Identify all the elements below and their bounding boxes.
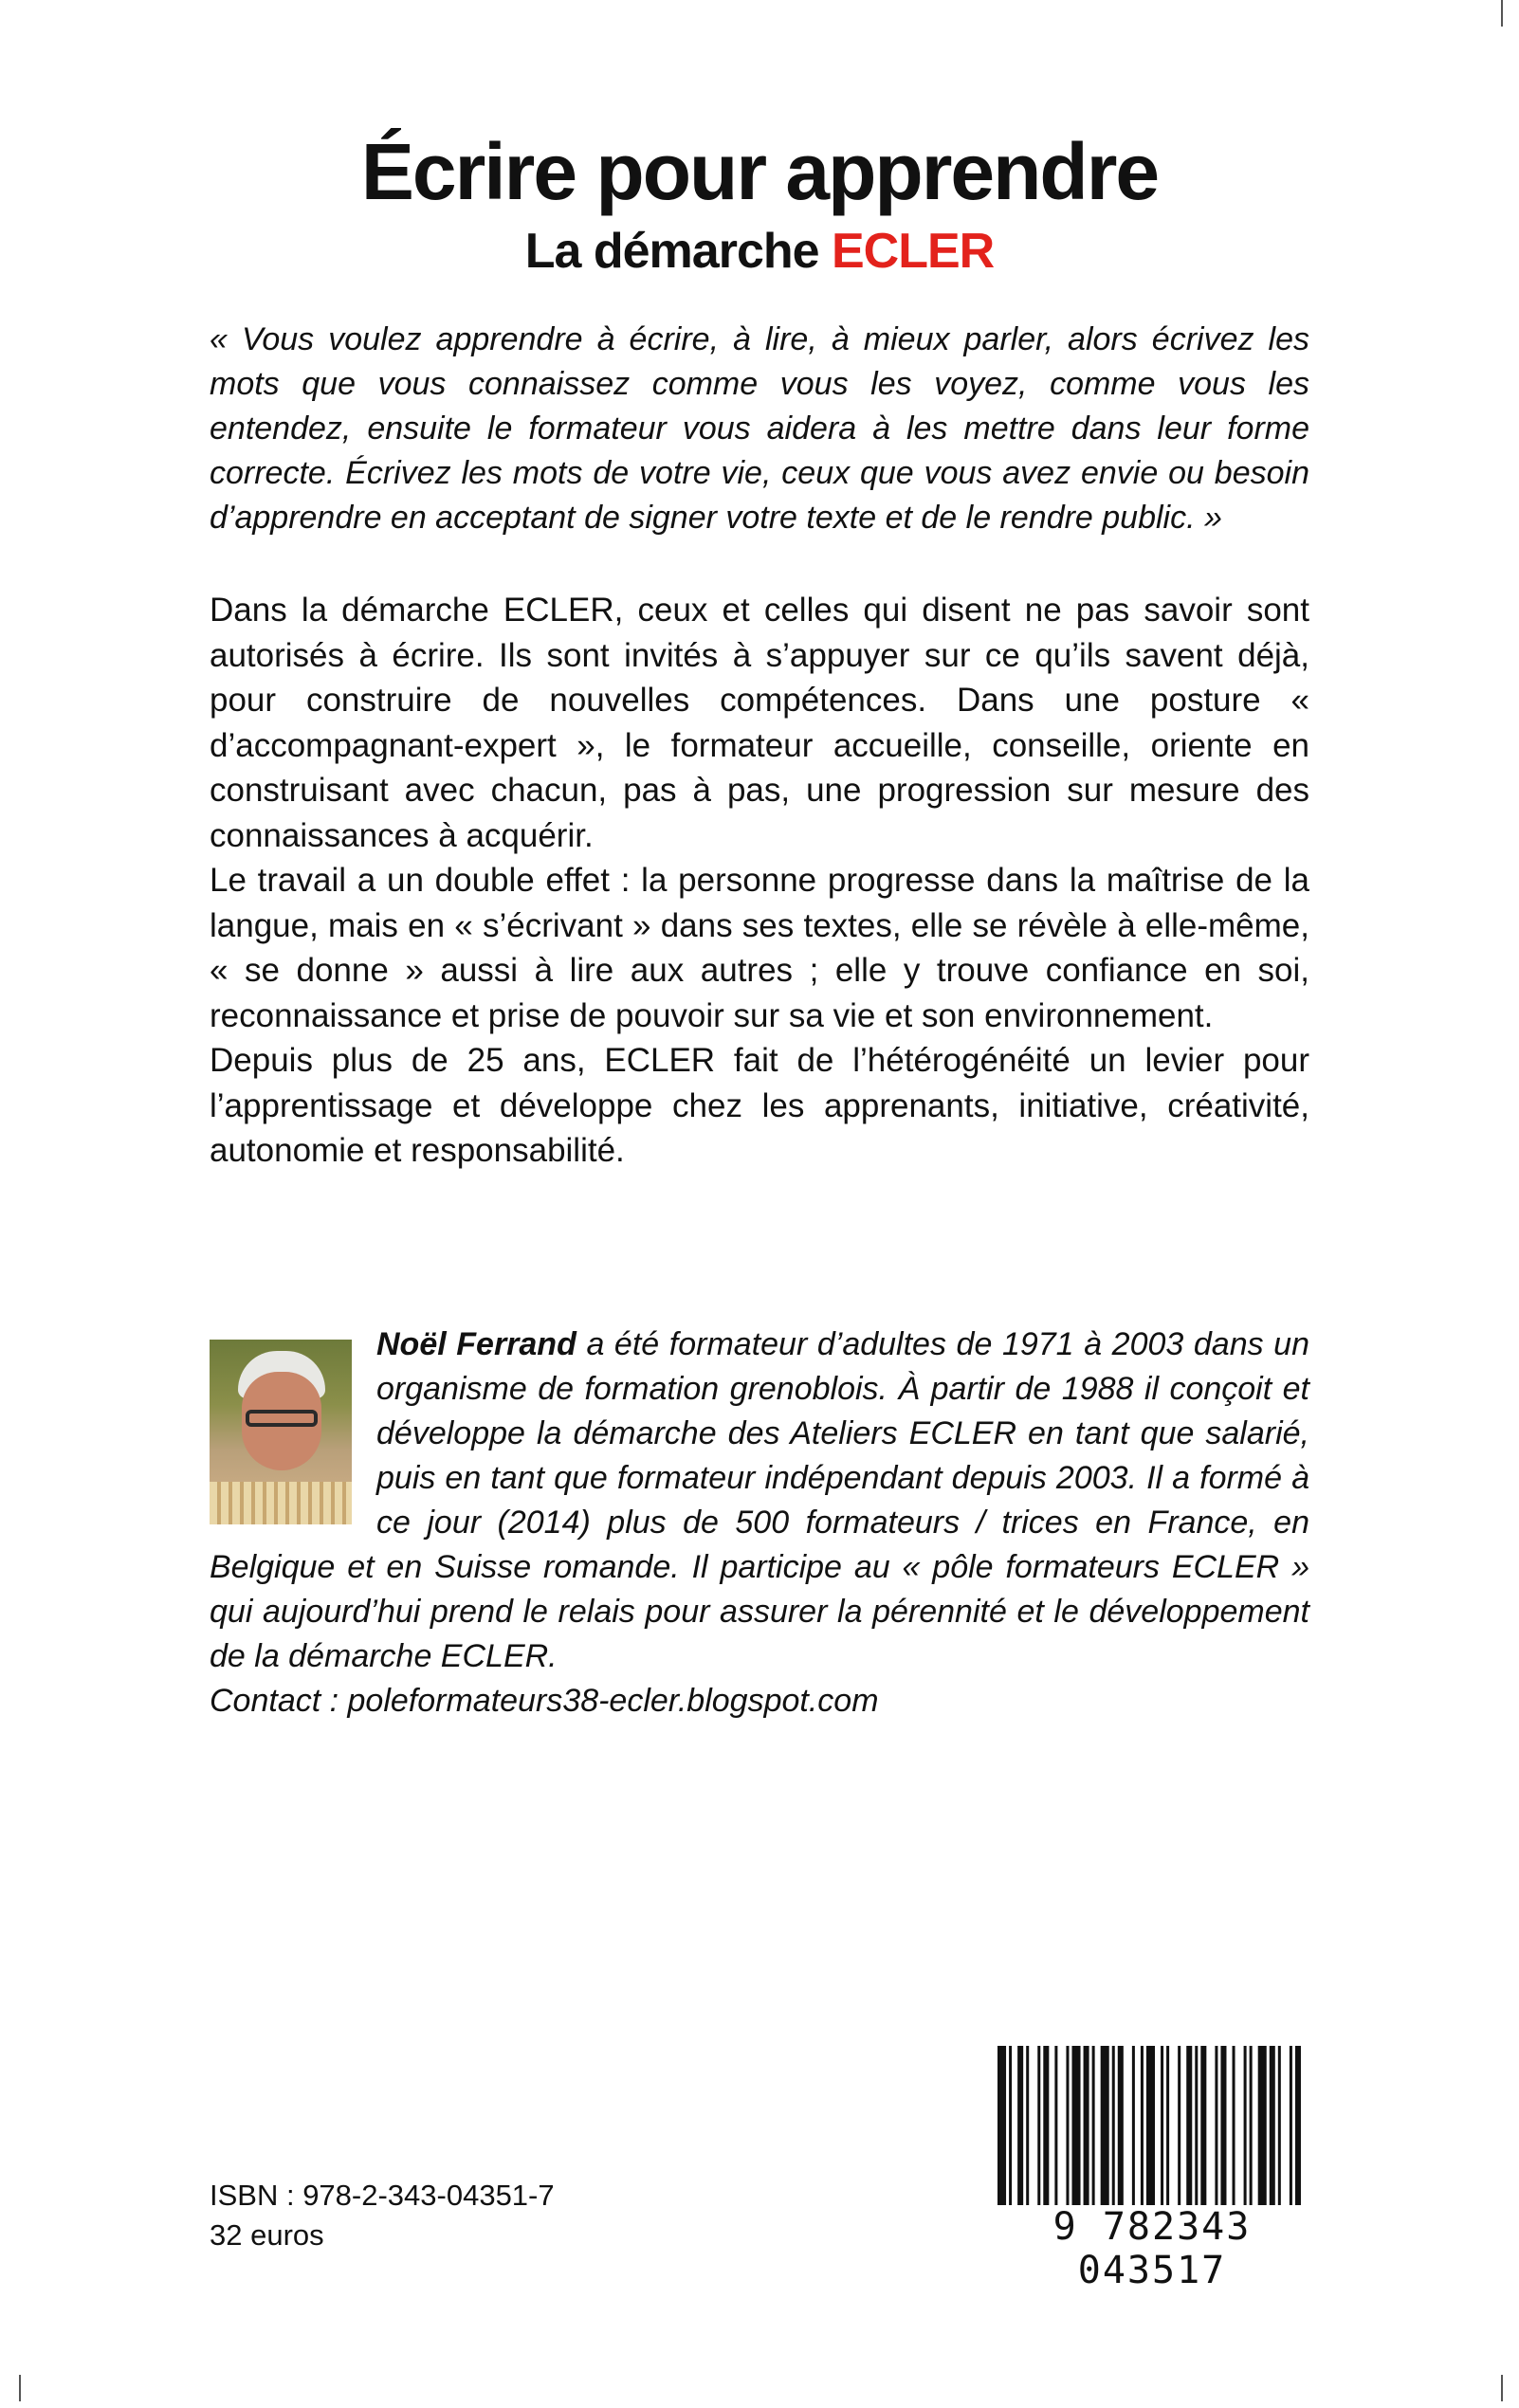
book-subtitle xyxy=(0,223,1519,280)
description xyxy=(210,588,1309,1174)
bio-text: a été formateur d’adultes de 1971 à 2003 dans un organisme de formation grenoblois. À partir de 1988 il conçoit et développe la démarche des Ateliers ECLER en tant que salarié, puis en tant que formateur indépendant depuis 2003. Il a formé à ce jour (2014) plus de 500 formateurs / trices en France, en Belgique et en Suisse romande. Il participe au « pôle formateurs ECLER » qui aujourd’hui prend le relais pour assurer la pérennité et le développement de la démarche ECLER. xyxy=(210,1326,1310,1674)
barcode-digits: 9 782343 043517 xyxy=(1052,2205,1252,2292)
isbn-number: ISBN : 978-2-343-04351-7 xyxy=(210,2179,555,2212)
author-bio xyxy=(210,1323,1309,1724)
author-name: Noël Ferrand xyxy=(376,1326,576,1362)
crop-mark xyxy=(19,2375,21,2401)
quote-paragraph xyxy=(210,318,1309,540)
body-paragraph: Dans la démarche ECLER, ceux et celles qui disent ne pas savoir sont autorisés à écrire. Ils sont invités à s’appuyer sur ce qu’ils savent déjà, pour construire de nouvelles compétences. Dans une posture « d’accompagnant-expert », le formateur accueille, conseille, oriente en construisant avec chacun, pas à pas, une progression sur mesure des connaissances à acquérir. xyxy=(210,592,1309,854)
publication-info xyxy=(210,2176,555,2255)
body-paragraph: Depuis plus de 25 ans, ECLER fait de l’hétérogénéité un levier pour l’apprentissage et développe chez les apprenants, initiative, créativité, autonomie et responsabilité. xyxy=(210,1042,1309,1169)
title-block xyxy=(0,128,1519,280)
crop-mark xyxy=(1501,2375,1503,2401)
author-photo xyxy=(210,1340,352,1524)
contact-line: Contact : poleformateurs38-ecler.blogspot.com xyxy=(210,1683,879,1719)
barcode-bars xyxy=(997,2046,1307,2205)
quote-text: « Vous voulez apprendre à écrire, à lire, à mieux parler, alors écrivez les mots que vous connaissez comme vous les voyez, comme vous les entendez, ensuite le formateur vous aidera à les mettre dans leur forme correcte. Écrivez les mots de votre vie, ceux que vous avez envie ou besoin d’apprendre en acceptant de signer votre texte et de le rendre public. » xyxy=(210,321,1309,536)
subtitle-accent: ECLER xyxy=(832,224,995,280)
crop-mark xyxy=(1501,0,1503,27)
body-paragraph: Le travail a un double effet : la personne progresse dans la maîtrise de la langue, mais en « s’écrivant » dans ses textes, elle se révèle à elle-même, « se donne » aussi à lire aux autres ; elle y trouve confiance en soi, reconnaissance et prise de pouvoir sur sa vie et son environnement. xyxy=(210,862,1309,1034)
price: 32 euros xyxy=(210,2218,324,2252)
barcode xyxy=(986,2038,1318,2292)
subtitle-prefix: La démarche xyxy=(524,224,832,280)
book-title: Écrire pour apprendre xyxy=(360,127,1159,216)
